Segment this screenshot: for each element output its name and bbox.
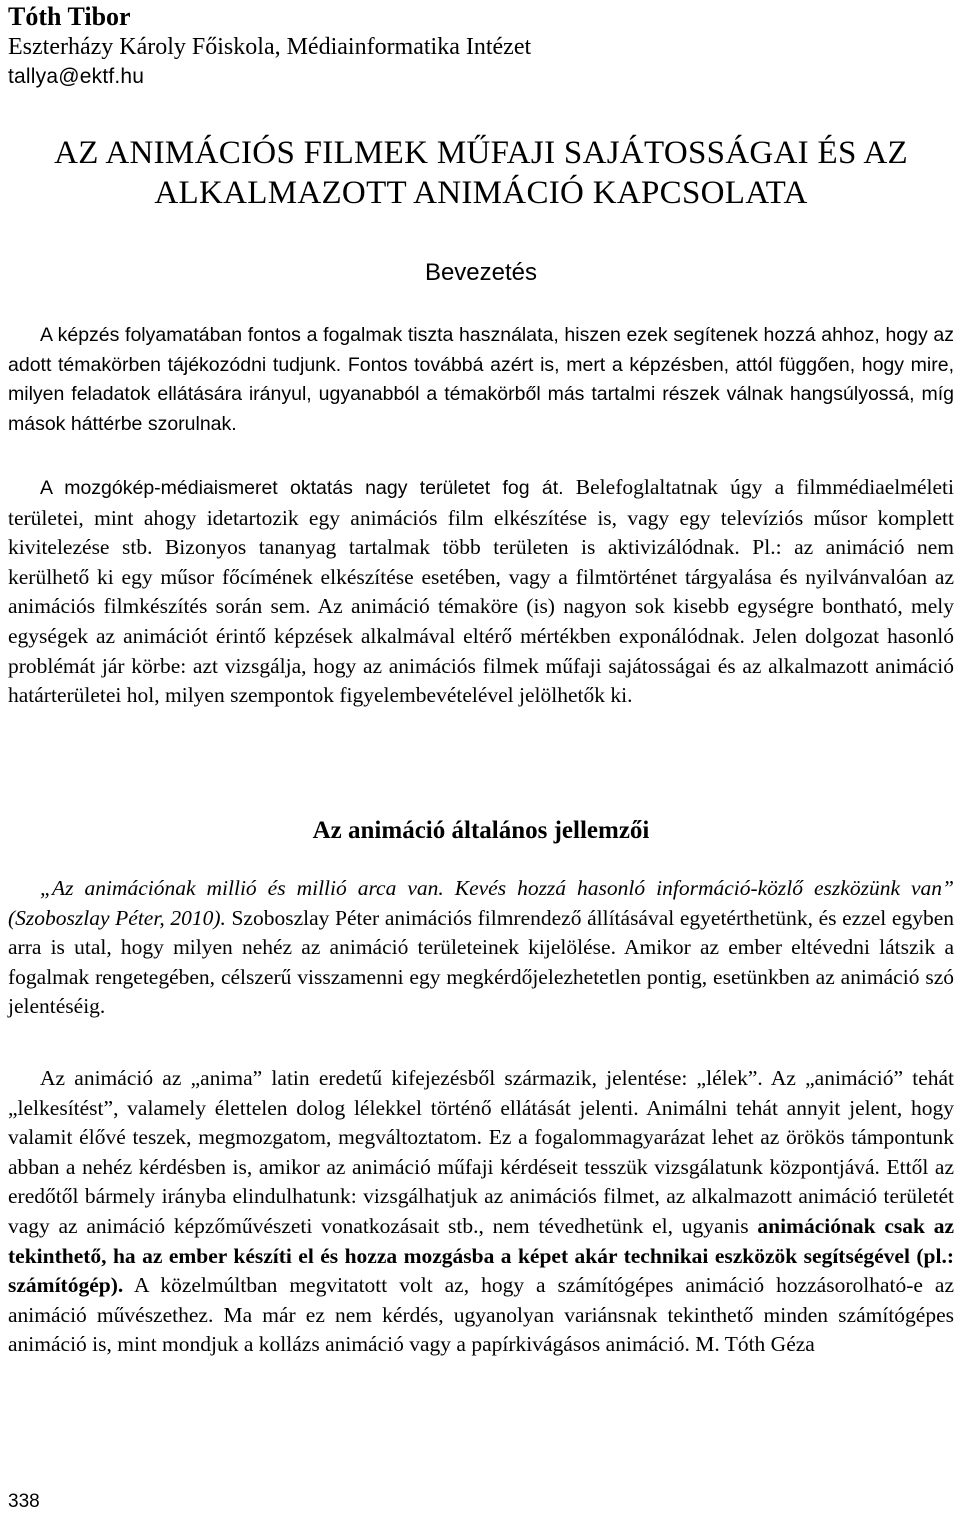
quotation: „Az animációnak millió és millió arca van. Kevés hozzá hasonló információ-közlő eszközünk van” (Szoboszlay Péter, 2010). [8, 876, 954, 930]
author-name: Tóth Tibor [8, 2, 131, 31]
author-block [8, 2, 531, 92]
paragraph-intro-2-lead: A mozgókép-médiaismeret oktatás nagy területet fog át. [40, 477, 564, 499]
paragraph-general-2-bold: animációnak csak az tekinthető, ha az ember készíti el és hozza mozgásba a képet akár technikai eszközök segítségével (pl.: számítógép). [8, 1213, 954, 1298]
section-heading-intro: Bevezetés [424, 259, 538, 286]
paragraph-intro-2 [8, 473, 954, 711]
paragraph-intro-1: A képzés folyamatában fontos a fogalmak tiszta használata, hiszen ezek segítenek hozzá ahhoz, hogy az adott témakörben tájékozódni tudjunk. Fontos továbbá azért is, mert a képzésben, attól függően, hogy mire, milyen feladatok ellátására irányul, ugyanabból a témakörből más tartalmi részek válnak hangsúlyossá, míg mások háttérbe szorulnak. [8, 324, 954, 435]
paragraph-general-2-part-a: Az animáció az „anima” latin eredetű kifejezésből származik, jelentése: „lélek”. Az „animáció” tehát „lelkesítést”, valamely élettelen dolog lélekkel történő ellátását jelenti. Animálni tehát annyit jelent, hogy valamit élővé teszek, megmozgatom, megváltoztatom. Ez a fogalommagyarázat lehet az örökös támpontunk abban a nehéz kérdésben is, amikor az animáció műfaji kérdéseit tesszük vizsgálatunk központjává. Ettől az eredőtől bármely irányba elindulhatunk: vizsgálhatjuk az animációs filmet, az alkalmazott animáció területét vagy az animáció képzőművészeti vonatkozásait stb., nem tévedhetünk el, ugyanis [8, 1066, 954, 1238]
author-email: tallya@ektf.hu [8, 65, 145, 88]
paper-title [8, 133, 954, 213]
paragraph-general-2 [8, 1064, 954, 1360]
author-affiliation: Eszterházy Károly Főiskola, Médiainformatika Intézet [8, 34, 532, 60]
paragraph-general-1-body: Szoboszlay Péter animációs filmrendező állításával egyetérthetünk, és ezzel egyben arra is utal, hogy milyen nehéz az animáció területeinek kijelölése. Amikor az ember eltévedni látszik a fogalmak rengetegében, célszerű visszamenni egy megkérdőjelezhetetlen pontig, esetünkben az animáció szó jelentéséig. [8, 905, 954, 1019]
page-number: 338 [8, 1491, 40, 1512]
paragraph-general-2-part-b: A közelmúltban megvitatott volt az, hogy a számítógépes animáció hozzásorolható-e az animáció művészethez. Ma már ez nem kérdés, ugyanolyan variánsnak tekinthető minden számítógépes animáció is, mint mondjuk a kollázs animáció vagy a papírkivágásos animáció. M. Tóth Géza [8, 1273, 954, 1357]
paper-title-line-1: AZ ANIMÁCIÓS FILMEK MŰFAJI SAJÁTOSSÁGAI ÉS AZ [54, 135, 908, 171]
section-heading-general: Az animáció általános jellemzői [312, 817, 650, 844]
paragraph-intro-2-body: Belefoglaltatnak úgy a filmmédiaelméleti területei, mint ahogy idetartozik egy animációs film elkészítése is, vagy egy televíziós műsor komplett kivitelezése stb. Bizonyos tananyag tartalmak több területen is aktivizálódnak. Pl.: az animáció nem kerülhető ki egy műsor főcímének elkészítése esetében, vagy a filmtörténet tárgyalása és nyilvánvalóan az animációs filmkészítés során sem. Az animáció témaköre (is) nagyon sok kisebb egységre bontható, mely egységek az animációt érintő képzések alkalmával eltérő mértékben exponálódnak. Jelen dolgozat hasonló problémát jár körbe: azt vizsgálja, hogy az animációs filmek műfaji sajátosságai és az alkalmazott animáció határterületei hol, milyen szempontok figyelembevételével jelölhetők ki. [8, 475, 954, 708]
paragraph-general-1 [8, 874, 954, 1022]
paper-title-line-2: ALKALMAZOTT ANIMÁCIÓ KAPCSOLATA [154, 175, 808, 211]
